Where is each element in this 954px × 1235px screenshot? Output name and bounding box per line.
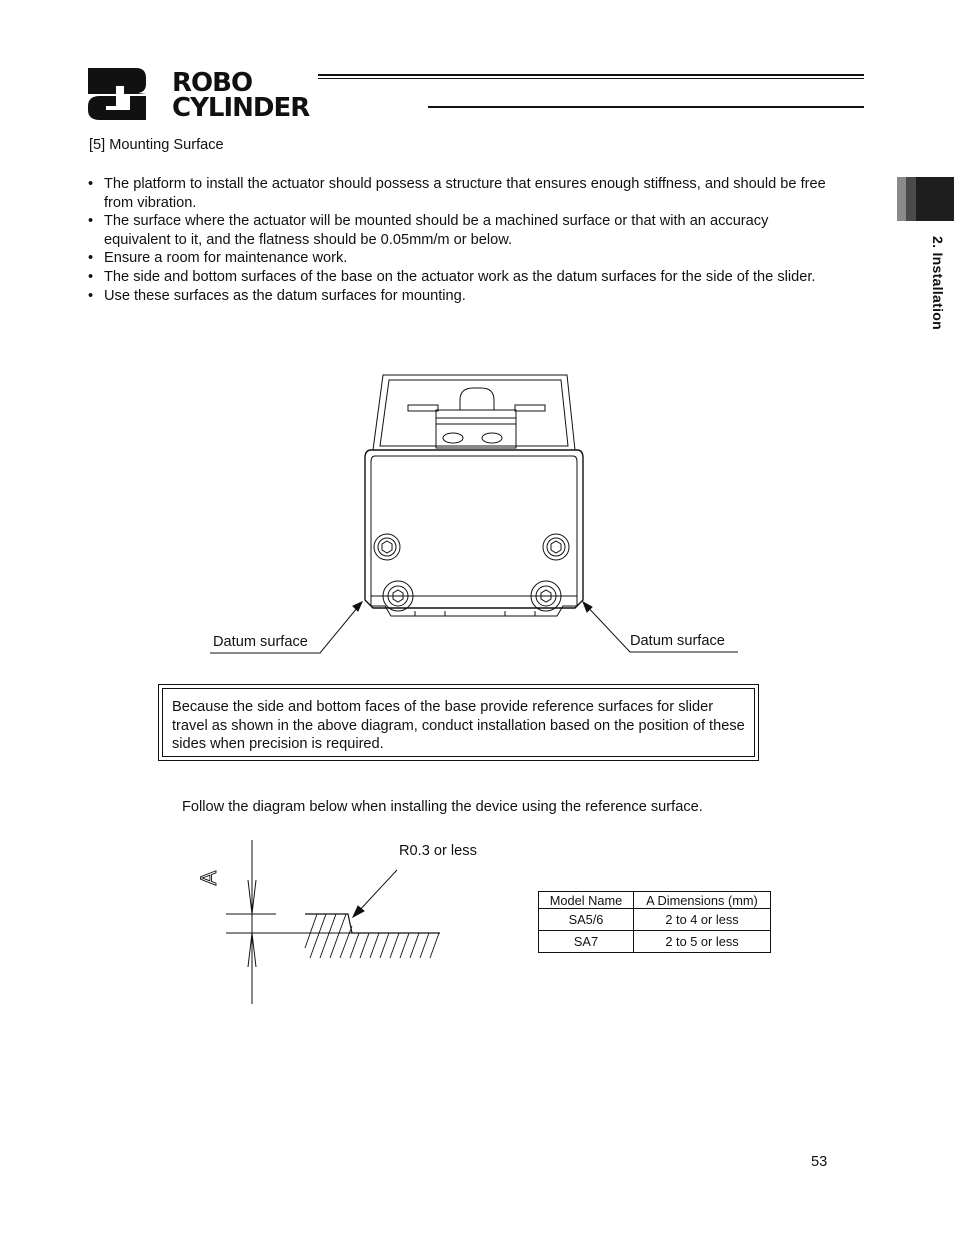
header-rule-top xyxy=(318,74,864,76)
table-row xyxy=(539,931,771,953)
page-number: 53 xyxy=(811,1154,828,1170)
list-item: • The surface where the actuator will be mounted should be a machined surface or that with an accuracy equivalent to it, and the flatness should be 0.05mm/m or below. xyxy=(88,212,833,249)
note-text: Because the side and bottom faces of the base provide reference surfaces for slider travel as shown in the above diagram, conduct installation based on the position of these sides when precision is required. xyxy=(172,699,745,753)
list-item: • Ensure a room for maintenance work. xyxy=(88,249,833,268)
radius-label: R0.3 or less xyxy=(399,843,477,859)
note-box xyxy=(158,684,759,761)
logo-text-bottom: CYLINDER xyxy=(172,93,310,122)
section-title: [5] Mounting Surface xyxy=(89,137,224,153)
instruction-text: Follow the diagram below when installing the device using the reference surface. xyxy=(182,799,703,815)
table-cell: 2 to 5 or less xyxy=(634,931,771,953)
table-cell: SA5/6 xyxy=(539,909,634,931)
logo-text-top: ROBO xyxy=(172,68,253,98)
actuator-end-view-diagram xyxy=(205,370,750,660)
dimension-table xyxy=(538,891,771,953)
table-cell: SA7 xyxy=(539,931,634,953)
chapter-label: 2. Installation xyxy=(930,236,946,330)
datum-surface-right-label: Datum surface xyxy=(630,633,725,649)
header-rule-top-thin xyxy=(318,78,864,79)
list-item: • Use these surfaces as the datum surfaces for mounting. xyxy=(88,287,833,306)
list-item: • The side and bottom surfaces of the base on the actuator work as the datum surfaces for the side of the slider. xyxy=(88,268,833,287)
table-cell: 2 to 4 or less xyxy=(634,909,771,931)
chapter-tab xyxy=(897,177,954,221)
note-box-inner xyxy=(162,688,755,757)
header-model-name: Model Name xyxy=(539,892,634,909)
header-a-dimensions: A Dimensions (mm) xyxy=(634,892,771,909)
header-rule-bottom xyxy=(428,106,864,108)
table-row xyxy=(539,909,771,931)
dimension-a-label: A xyxy=(196,870,221,886)
table-header-row xyxy=(539,892,771,909)
bullet-list xyxy=(88,175,833,305)
list-item: • The platform to install the actuator should possess a structure that ensures enough stiffness, and should be free from vibration. xyxy=(88,175,833,212)
datum-surface-left-label: Datum surface xyxy=(213,634,308,650)
reference-surface-diagram xyxy=(190,838,490,1008)
